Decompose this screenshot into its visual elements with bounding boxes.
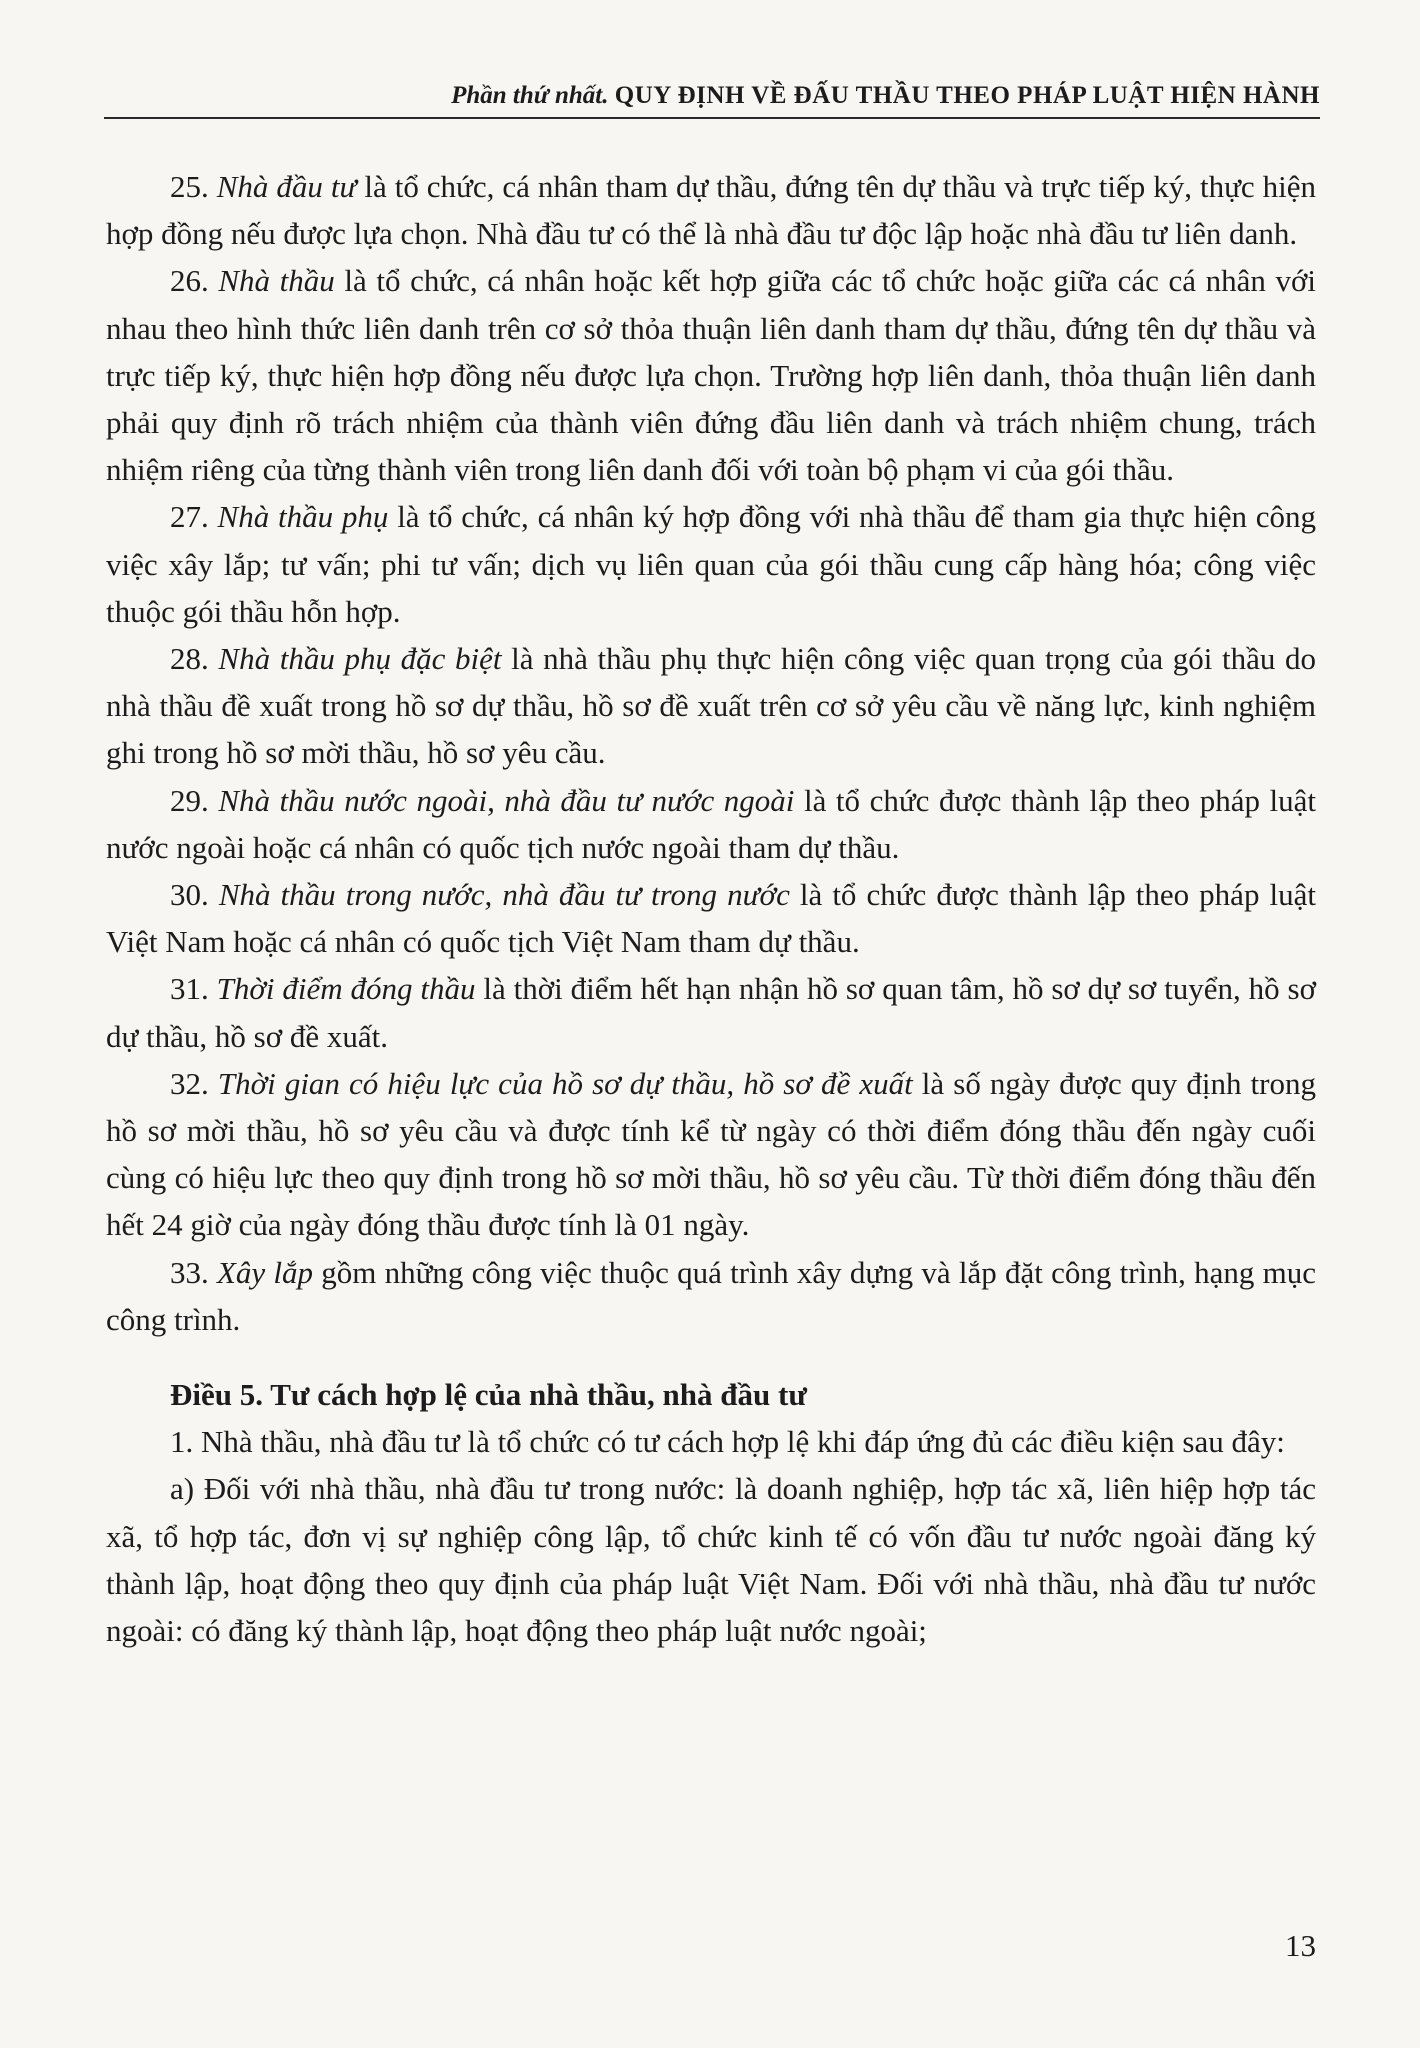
definition-paragraph-30	[106, 871, 1316, 965]
paragraph-text: là nhà thầu phụ thực hiện công việc quan trọng của gói thầu do nhà thầu đề xuất trong hồ sơ dự thầu, hồ sơ đề xuất trên cơ sở yêu cầu về năng lực, kinh nghiệm ghi trong hồ sơ mời thầu, hồ sơ yêu cầu.	[106, 641, 1316, 771]
paragraph-number: 29.	[170, 782, 219, 818]
paragraph-number: 27.	[170, 499, 218, 535]
article-paragraph-1a: a) Đối với nhà thầu, nhà đầu tư trong nước: là doanh nghiệp, hợp tác xã, liên hiệp hợp tác xã, tổ hợp tác, đơn vị sự nghiệp công lập, tổ chức kinh tế có vốn đầu tư nước ngoài đăng ký thành lập, hoạt động theo quy định của pháp luật Việt Nam. Đối với nhà thầu, nhà đầu tư nước ngoài: có đăng ký thành lập, hoạt động theo pháp luật nước ngoài;	[106, 1471, 1316, 1649]
defined-term: Nhà đầu tư	[216, 169, 357, 204]
running-header	[104, 82, 1320, 122]
paragraph-text: là tổ chức, cá nhân ký hợp đồng với nhà thầu để tham gia thực hiện công việc xây lắp; tư vấn; phi tư vấn; dịch vụ liên quan của gói thầu cung cấp hàng hóa; công việc thuộc gói thầu hỗn hợp.	[106, 499, 1316, 629]
paragraph-number: 32.	[170, 1065, 218, 1101]
paragraph-text: là tổ chức được thành lập theo pháp luật Việt Nam hoặc cá nhân có quốc tịch Việt Nam tham dự thầu.	[106, 877, 1316, 960]
definition-paragraph-26	[106, 257, 1316, 493]
paragraph-number: 30.	[170, 877, 219, 913]
header-part-label: Phần thứ nhất.	[451, 82, 609, 109]
header-rule	[104, 117, 1320, 119]
defined-term: Nhà thầu nước ngoài, nhà đầu tư nước ngoài	[218, 782, 795, 818]
paragraph-number: 28.	[170, 641, 219, 677]
paragraph-text: là tổ chức được thành lập theo pháp luật nước ngoài hoặc cá nhân có quốc tịch nước ngoài tham dự thầu.	[106, 782, 1317, 865]
defined-term: Nhà thầu trong nước, nhà đầu tư trong nước	[218, 877, 790, 913]
paragraph-number: 33.	[170, 1254, 217, 1290]
definition-paragraph-31	[106, 965, 1316, 1059]
defined-term: Nhà thầu phụ	[217, 499, 389, 535]
page-number: 13	[1285, 1928, 1316, 1963]
paragraph-number: 31.	[170, 971, 217, 1007]
paragraph-text: gồm những công việc thuộc quá trình xây dựng và lắp đặt công trình, hạng mục công trình.	[106, 1254, 1316, 1337]
defined-term: Nhà thầu	[218, 263, 335, 299]
paragraph-text: là tổ chức, cá nhân tham dự thầu, đứng tên dự thầu và trực tiếp ký, thực hiện hợp đồng nếu được lựa chọn. Nhà đầu tư có thể là nhà đầu tư độc lập hoặc nhà đầu tư liên danh.	[106, 169, 1317, 252]
defined-term: Thời gian có hiệu lực của hồ sơ dự thầu, hồ sơ đề xuất	[217, 1065, 913, 1101]
defined-term: Thời điểm đóng thầu	[216, 971, 476, 1007]
paragraph-text: là tổ chức, cá nhân hoặc kết hợp giữa các tổ chức hoặc giữa các cá nhân với nhau theo hình thức liên danh trên cơ sở thỏa thuận liên danh tham dự thầu, đứng tên dự thầu và trực tiếp ký, thực hiện hợp đồng nếu được lựa chọn. Trường hợp liên danh, thỏa thuận liên danh phải quy định rõ trách nhiệm của thành viên đứng đầu liên danh và trách nhiệm chung, trách nhiệm riêng của từng thành viên trong liên danh đối với toàn bộ phạm vi của gói thầu.	[106, 263, 1316, 488]
defined-term: Xây lắp	[216, 1254, 314, 1290]
defined-term: Nhà thầu phụ đặc biệt	[218, 641, 502, 677]
article-heading: Điều 5. Tư cách hợp lệ của nhà thầu, nhà đầu tư	[170, 1377, 807, 1413]
paragraph-number: 26.	[170, 263, 219, 299]
paragraph-text: là số ngày được quy định trong hồ sơ mời thầu, hồ sơ yêu cầu và được tính kể từ ngày có thời điểm đóng thầu đến ngày cuối cùng có hiệu lực theo quy định trong hồ sơ mời thầu, hồ sơ yêu cầu. Từ thời điểm đóng thầu đến hết 24 giờ của ngày đóng thầu được tính là 01 ngày.	[106, 1065, 1316, 1243]
definition-paragraph-28	[106, 635, 1316, 777]
article-paragraph-1: 1. Nhà thầu, nhà đầu tư là tổ chức có tư cách hợp lệ khi đáp ứng đủ các điều kiện sau đây:	[170, 1424, 1285, 1460]
paragraph-number: 25.	[170, 169, 217, 204]
definition-paragraph-27	[106, 493, 1316, 635]
paragraph-text: là thời điểm hết hạn nhận hồ sơ quan tâm, hồ sơ dự sơ tuyển, hồ sơ dự thầu, hồ sơ đề xuất.	[106, 971, 1316, 1054]
header-title: QUY ĐỊNH VỀ ĐẤU THẦU THEO PHÁP LUẬT HIỆN HÀNH	[614, 82, 1320, 109]
body-text	[106, 163, 1316, 1654]
definition-paragraph-33	[106, 1249, 1316, 1343]
definition-paragraph-29	[106, 777, 1316, 871]
definition-paragraph-32	[106, 1060, 1316, 1249]
definition-paragraph-25	[106, 163, 1316, 257]
